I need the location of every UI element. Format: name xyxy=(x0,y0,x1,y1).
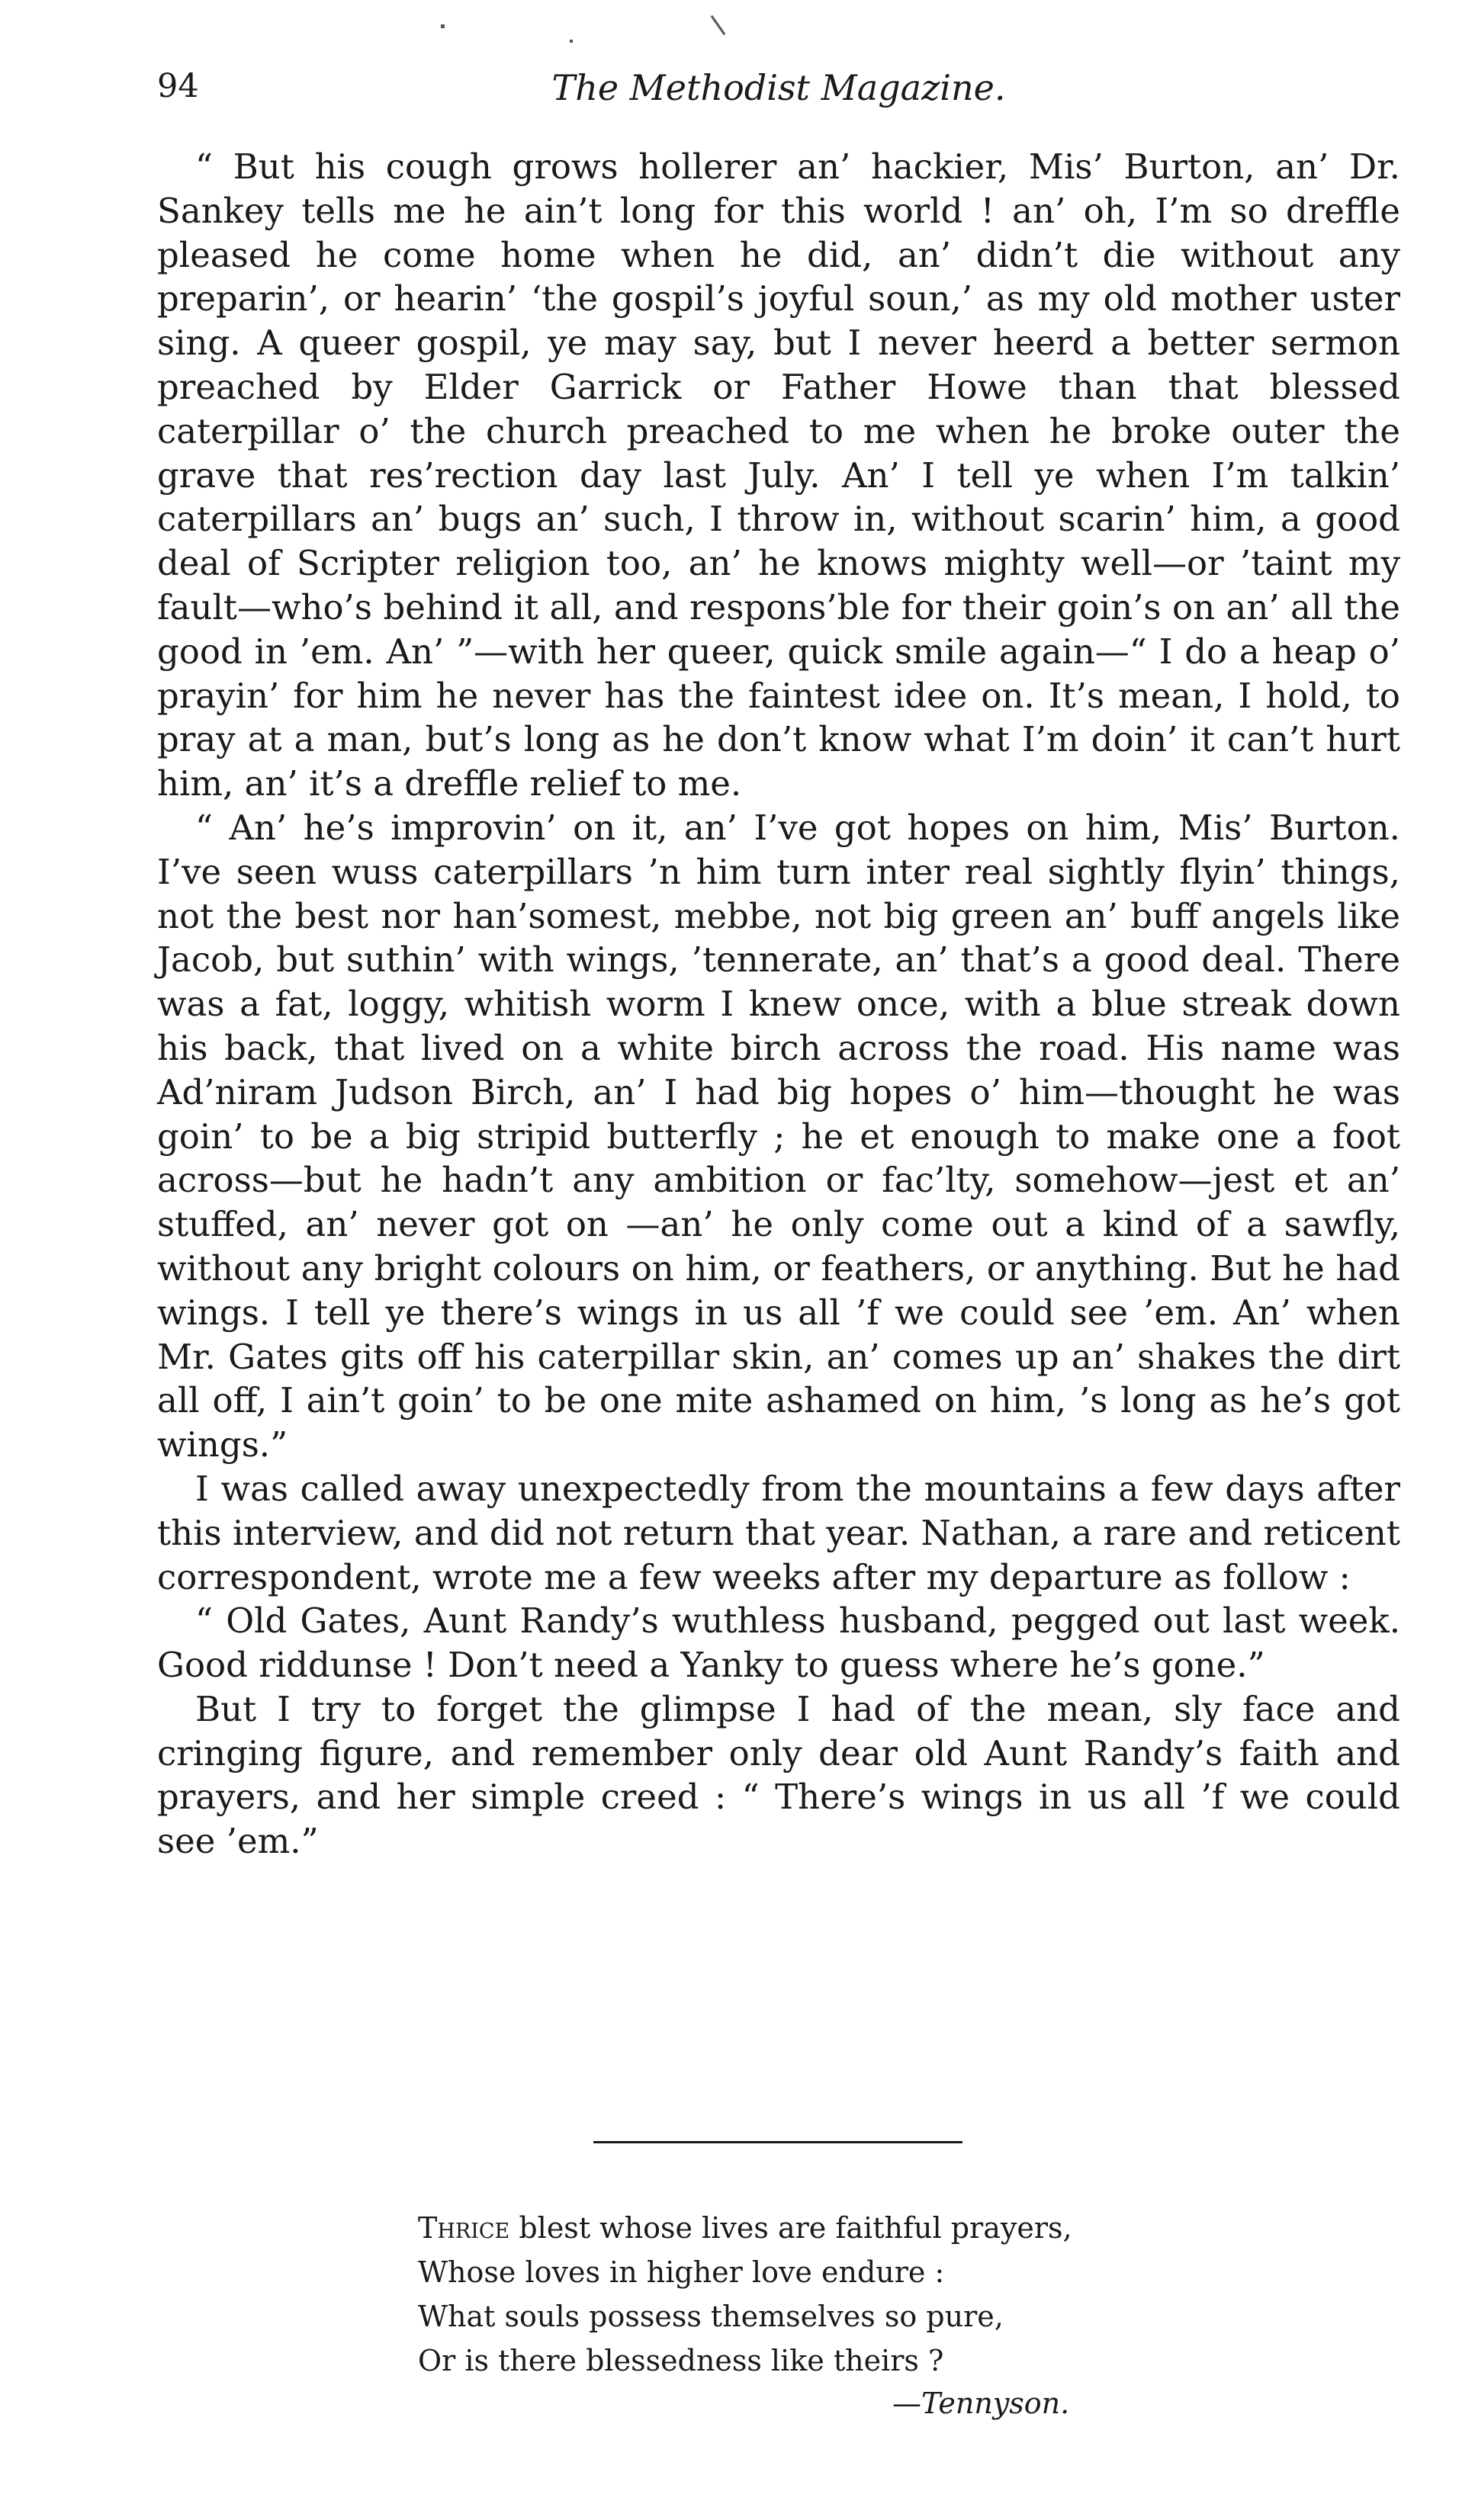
poem-first-word: Thrice xyxy=(418,2211,510,2245)
poem xyxy=(418,2206,1181,2383)
scan-speck xyxy=(711,15,726,35)
paragraph: I was called away unexpectedly from the mountains a few days after this interview, and did not return that year. Nathan, a rare and reticent correspondent, wrote me a few weeks after my departure as follow : xyxy=(157,1468,1400,1597)
paragraph: “ Old Gates, Aunt Randy’s wuthless husband, pegged out last week. Good riddunse ! Don’t need a Yanky to guess where he’s gone.” xyxy=(157,1600,1400,1686)
paragraph: “ An’ he’s improvin’ on it, an’ I’ve got hopes on him, Mis’ Burton. I’ve seen wuss caterpillars ’n him turn inter real sightly flyin’ things, not the best nor han’somest, mebbe, not big green an’ buff angels like Jacob, but suthin’ with wings, ’tennerate, an’ that’s a good deal. There was a fat, loggy, whitish worm I knew once, with a blue streak down his back, that lived on a white birch across the road. His name was Ad’niram Judson Birch, an’ I had big hopes o’ him—thought he was goin’ to be a big stripid butterfly ; he et enough to make one a foot across—but he hadn’t any ambition or fac’lty, somehow—jest et an’ stuffed, an’ never got on —an’ he only come out a kind of a sawfly, without any bright colours on him, or feathers, or anything. But he had wings. I tell ye there’s wings in us all ’f we could see ’em. An’ when Mr. Gates gits off his caterpillar skin, an’ comes up an’ shakes the dirt all off, I ain’t goin’ to be one mite ashamed on him, ’s long as he’s got wings.” xyxy=(157,807,1400,1465)
scan-speck xyxy=(570,40,573,43)
article-body xyxy=(157,145,1400,1864)
paragraph: “ But his cough grows hollerer an’ hackier, Mis’ Burton, an’ Dr. Sankey tells me he ain’t long for this world ! an’ oh, I’m so dreffle pleased he come home when he did, an’ didn’t die without any preparin’, or hearin’ ‘the gospil’s joyful soun,’ as my old mother uster sing. A queer gospil, ye may say, but I never heerd a better sermon preached by Elder Garrick or Father Howe than that blessed caterpillar o’ the church preached to me when he broke outer the grave that res’rection day last July. An’ I tell ye when I’m talkin’ caterpillars an’ bugs an’ such, I throw in, without scarin’ him, a good deal of Scripter religion too, an’ he knows mighty well—or ’taint my fault—who’s behind it all, and respons’ble for their goin’s on an’ all the good in ’em. An’ ”—with her queer, quick smile again—“ I do a heap o’ prayin’ for him he never has the faintest idee on. It’s mean, I hold, to pray at a man, but’s long as he don’t know what I’m doin’ it can’t hurt him, an’ it’s a dreffle relief to me. xyxy=(157,146,1400,804)
poem-line-text: blest whose lives are faithful prayers, xyxy=(509,2211,1072,2245)
poem-line: Or is there blessedness like theirs ? xyxy=(418,2344,944,2377)
page-header xyxy=(157,67,1400,128)
poem-line: What souls possess themselves so pure, xyxy=(418,2300,1004,2333)
section-divider xyxy=(593,2141,962,2143)
running-title: The Methodist Magazine. xyxy=(551,67,1006,108)
poem-line xyxy=(418,2206,1181,2250)
paragraph: But I try to forget the glimpse I had of the mean, sly face and cringing figure, and remember only dear old Aunt Randy’s faith and prayers, and her simple creed : “ There’s wings in us all ’f we could see ’em.” xyxy=(157,1688,1400,1862)
scan-speck xyxy=(441,24,445,28)
page-number: 94 xyxy=(157,67,199,105)
poem-line: Whose loves in higher love endure : xyxy=(418,2255,945,2289)
poem-attribution: —Tennyson. xyxy=(892,2387,1070,2420)
